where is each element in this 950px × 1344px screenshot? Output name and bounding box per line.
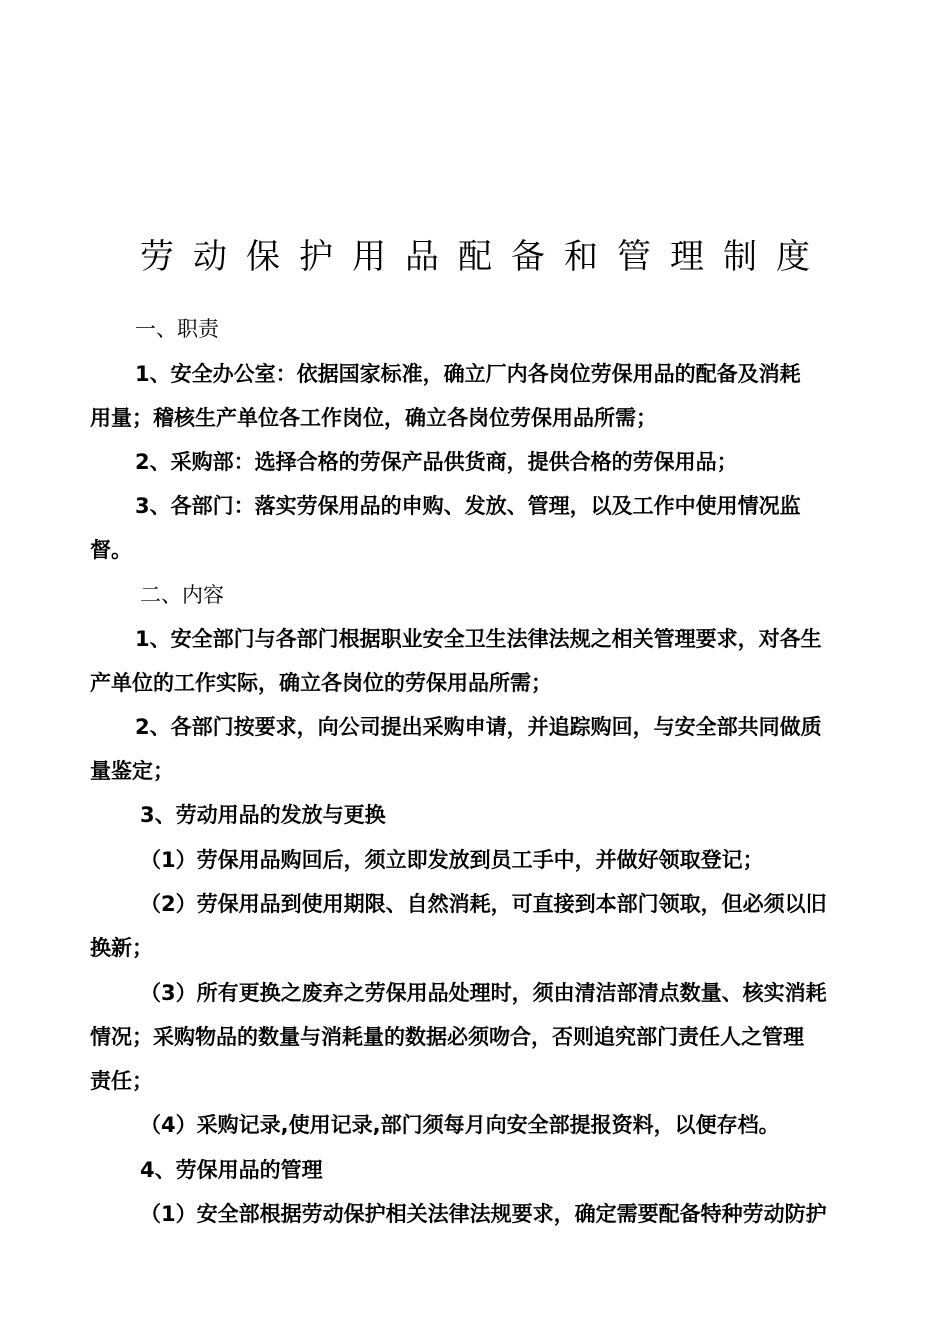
paragraph-line: 督。 bbox=[90, 538, 132, 562]
paragraph-line: 量鉴定； bbox=[90, 759, 174, 783]
section-heading-content: 二、内容 bbox=[140, 583, 224, 607]
paragraph-line: （1）安全部根据劳动保护相关法律法规要求，确定需要配备特种劳动防护 bbox=[140, 1202, 827, 1226]
document-title: 劳动保护用品配备和管理制度 bbox=[140, 237, 829, 277]
paragraph-line: 换新； bbox=[90, 936, 153, 960]
paragraph-line: 用量；稽核生产单位各工作岗位，确立各岗位劳保用品所需； bbox=[90, 406, 657, 430]
paragraph-line: 3、各部门：落实劳保用品的申购、发放、管理，以及工作中使用情况监 bbox=[135, 494, 801, 518]
section-heading-duties: 一、职责 bbox=[135, 317, 219, 341]
paragraph-line: （2）劳保用品到使用期限、自然消耗，可直接到本部门领取，但必须以旧 bbox=[140, 892, 827, 916]
paragraph-line: 产单位的工作实际，确立各岗位的劳保用品所需； bbox=[90, 671, 552, 695]
paragraph-line: 1、安全办公室：依据国家标准，确立厂内各岗位劳保用品的配备及消耗 bbox=[135, 362, 801, 386]
subsection-heading: 4、劳保用品的管理 bbox=[140, 1158, 323, 1182]
paragraph-line: 2、各部门按要求，向公司提出采购申请，并追踪购回，与安全部共同做质 bbox=[135, 715, 822, 739]
paragraph-line: 2、采购部：选择合格的劳保产品供货商，提供合格的劳保用品； bbox=[135, 450, 738, 474]
paragraph-line: 1、安全部门与各部门根据职业安全卫生法律法规之相关管理要求，对各生 bbox=[135, 627, 822, 651]
paragraph-line: 责任； bbox=[90, 1069, 153, 1093]
paragraph-line: （1）劳保用品购回后，须立即发放到员工手中，并做好领取登记； bbox=[140, 848, 764, 872]
paragraph-line: 情况；采购物品的数量与消耗量的数据必须吻合，否则追究部门责任人之管理 bbox=[90, 1025, 804, 1049]
paragraph-line: （4）采购记录,使用记录,部门须每月向安全部提报资料，以便存档。 bbox=[140, 1113, 780, 1137]
subsection-heading: 3、劳动用品的发放与更换 bbox=[140, 803, 386, 827]
paragraph-line: （3）所有更换之废弃之劳保用品处理时，须由清洁部清点数量、核实消耗 bbox=[140, 981, 827, 1005]
